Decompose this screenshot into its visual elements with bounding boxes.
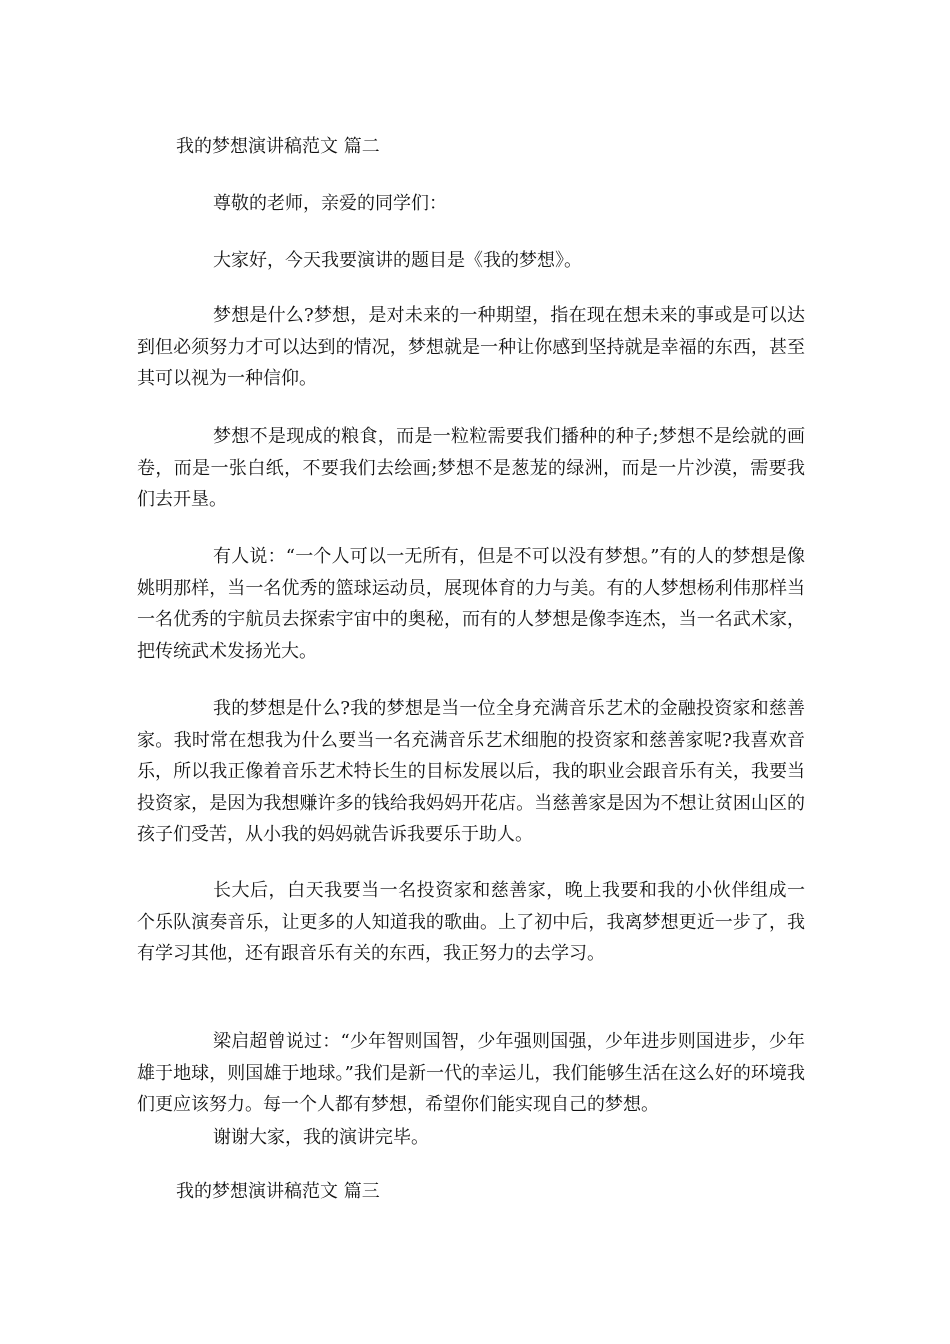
section-three-title: 我的梦想演讲稿范文 篇三 (176, 1181, 380, 1202)
others-dreams-paragraph: 有人说：“一个人可以一无所有，但是不可以没有梦想。”有的人的梦想是像姚明那样，当一名优秀的篮球运动员，展现体育的力与美。有的人梦想杨利伟那样当一名优秀的宇航员去探索宇宙中的奥秘，而有的人梦想是像李连杰，当一名武术家，把传统武术发扬光大。 (137, 546, 805, 662)
dream-definition-paragraph: 梦想是什么?梦想，是对未来的一种期望，指在现在想未来的事或是可以达到但必须努力才可以达到的情况，梦想就是一种让你感到坚持就是幸福的东西，甚至其可以视为一种信仰。 (137, 305, 805, 389)
intro-paragraph: 大家好，今天我要演讲的题目是《我的梦想》。 (213, 250, 582, 271)
my-dream-paragraph: 我的梦想是什么?我的梦想是当一位全身充满音乐艺术的金融投资家和慈善家。我时常在想我为什么要当一名充满音乐艺术细胞的投资家和慈善家呢?我喜欢音乐，所以我正像着音乐艺术特长生的目标发展以后，我的职业会跟音乐有关，我要当投资家，是因为我想赚许多的钱给我妈妈开花店。当慈善家是因为不想让贫困山区的孩子们受苦，从小我的妈妈就告诉我要乐于助人。 (137, 698, 805, 845)
closing-paragraph: 谢谢大家，我的演讲完毕。 (213, 1127, 429, 1148)
greeting-paragraph: 尊敬的老师，亲爱的同学们： (213, 193, 447, 214)
growing-up-paragraph: 长大后，白天我要当一名投资家和慈善家，晚上我要和我的小伙伴组成一个乐队演奏音乐，让更多的人知道我的歌曲。上了初中后，我离梦想更近一步了，我有学习其他，还有跟音乐有关的东西，我正努力的去学习。 (137, 880, 805, 964)
quote-paragraph: 梁启超曾说过：“少年智则国智，少年强则国强，少年进步则国进步，少年雄于地球，则国雄于地球。”我们是新一代的幸运儿，我们能够生活在这么好的环境我们更应该努力。每一个人都有梦想，希望你们能实现自己的梦想。 (137, 1031, 805, 1115)
dream-metaphor-paragraph: 梦想不是现成的粮食，而是一粒粒需要我们播种的种子;梦想不是绘就的画卷，而是一张白纸，不要我们去绘画;梦想不是葱茏的绿洲，而是一片沙漠，需要我们去开垦。 (137, 426, 805, 510)
section-two-title: 我的梦想演讲稿范文 篇二 (176, 136, 380, 157)
